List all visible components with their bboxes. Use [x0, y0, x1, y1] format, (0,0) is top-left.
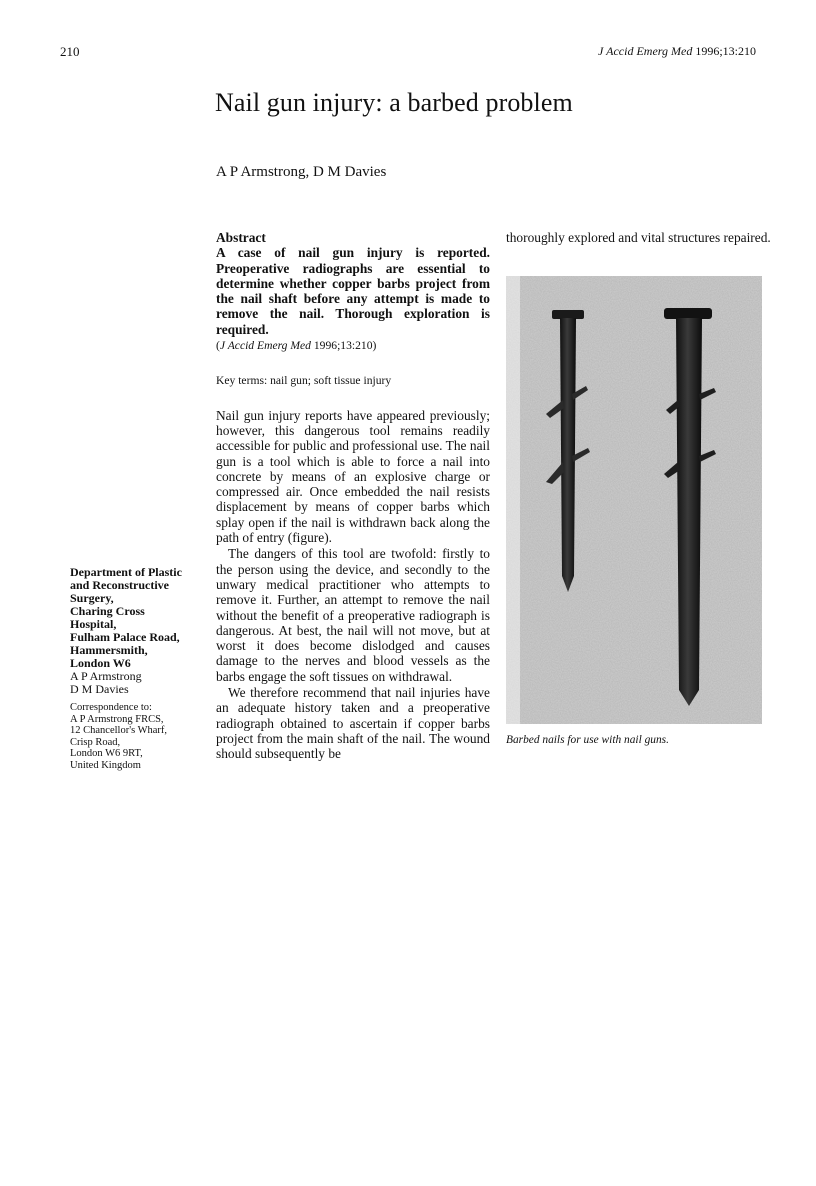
article-title: Nail gun injury: a barbed problem [215, 88, 573, 117]
journal-citation [598, 44, 756, 59]
paragraph-1: Nail gun injury reports have appeared previously; however, this dangerous tool remains readily accessible for public and professional use. The nail gun is a tool which is able to force a nail into concrete by means of an explosive charge or compressed air. Once embedded the nail resists displacement by means of copper barbs which splay open if the nail is withdrawn back along the path of entry (figure). [216, 407, 490, 546]
key-terms: Key terms: nail gun; soft tissue injury [216, 374, 392, 388]
journal-name: J Accid Emerg Med [598, 44, 693, 58]
body-text [216, 408, 490, 762]
figure-barbed-nails [506, 276, 762, 724]
figure-caption: Barbed nails for use with nail guns. [506, 734, 669, 746]
article-authors: A P Armstrong, D M Davies [216, 164, 387, 180]
abstract-text: A case of nail gun injury is reported. Preoperative radiographs are essential to determine whether copper barbs project from the nail shaft before any attempt is made to remove the nail. Thorough exploration is required. [216, 245, 490, 337]
journal-volume: 1996;13:210 [692, 44, 756, 58]
right-column-text: thoroughly explored and vital structures repaired. [506, 230, 771, 245]
abstract-heading: Abstract [216, 230, 266, 245]
cite-journal: J Accid Emerg Med [219, 339, 311, 353]
affiliation-block [70, 566, 210, 771]
cite-open: ( [216, 339, 220, 353]
paragraph-2: The dangers of this tool are twofold: firstly to the person using the device, and secondly to the unwary medical practitioner who attempts to remove it. Further, an attempt to remove the nail without the benefit of a preoperative radiograph is dangerous. At best, the nail will not move, but at worst it does become dislodged and causes damage to the nerves and blood vessels as the barbs engage the soft tissues on withdrawal. [216, 546, 490, 684]
cite-rest: 1996;13:210) [310, 339, 377, 353]
abstract-citation [216, 338, 490, 353]
paragraph-3: We therefore recommend that nail injuries have an adequate history taken and a preoperative radiograph obtained to ascertain if copper barbs project from the main shaft of the nail. The wound should subsequently be [216, 685, 490, 762]
affiliation-authors: A P Armstrong D M Davies [70, 669, 142, 696]
main-column [216, 230, 490, 762]
page-number: 210 [60, 44, 80, 59]
correspondence-address: Correspondence to: A P Armstrong FRCS, 12 Chancellor's Wharf, Crisp Road, London W6 9RT, United Kingdom [70, 702, 168, 771]
department-address: Department of Plastic and Reconstructive Surgery, Charing Cross Hospital, Fulham Palace Road, Hammersmith, London W6 [70, 565, 182, 670]
